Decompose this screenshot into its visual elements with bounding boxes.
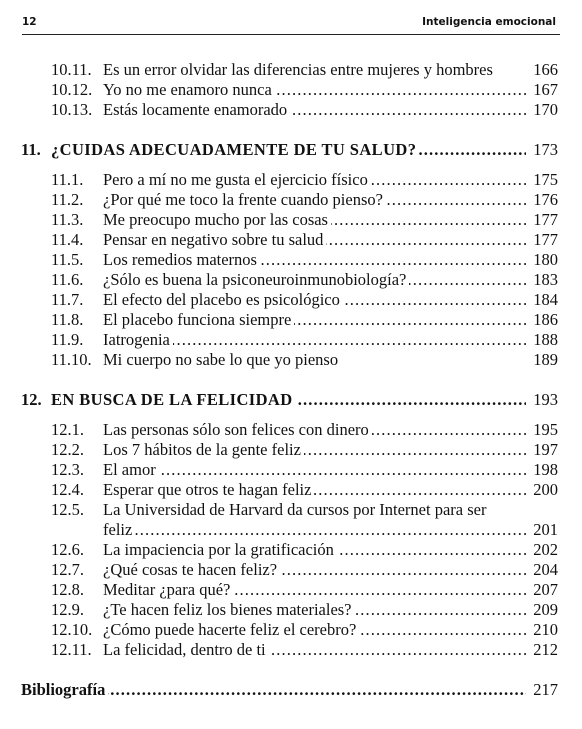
toc-entry (0, 229, 582, 251)
toc-entry (0, 99, 582, 121)
toc-entry (0, 309, 582, 331)
entry-page: 207 (533, 580, 558, 599)
entry-title: La felicidad, dentro de ti . . . (103, 639, 526, 661)
entry-page: 170 (533, 100, 558, 119)
entry-number: 11.9. (51, 330, 84, 349)
entry-number: 11.2. (51, 190, 84, 209)
toc-bibliography (0, 679, 582, 701)
running-header (22, 12, 560, 35)
chapter-title: ¿CUIDAS ADECUADAMENTE DE TU SALUD? . . . (51, 139, 526, 161)
entry-number: 11.8. (51, 310, 84, 329)
entry-number: 12.11. (51, 640, 92, 659)
entry-title: Yo no me enamoro nunca . . . (103, 79, 526, 101)
entry-title: ¿Cómo puede hacerte feliz el cerebro? . . . (103, 619, 526, 641)
entry-number: 11.5. (51, 250, 84, 269)
toc-entry (0, 479, 582, 501)
entry-page: 177 (533, 230, 558, 249)
entry-page: 183 (533, 270, 558, 289)
entry-number: 12.2. (51, 440, 84, 459)
entry-page: 189 (533, 350, 558, 369)
entry-page: 176 (533, 190, 558, 209)
entry-title: ¿Te hacen feliz los bienes materiales? . . . (103, 599, 526, 621)
entry-title: El placebo funciona siempre . . . (103, 309, 526, 331)
entry-page: 209 (533, 600, 558, 619)
entry-title: La impaciencia por la gratificación . . . (103, 539, 526, 561)
entry-title: Pero a mí no me gusta el ejercicio físico . . . (103, 169, 526, 191)
entry-title: El efecto del placebo es psicológico . . . (103, 289, 526, 311)
entry-title: Mi cuerpo no sabe lo que yo pienso (103, 349, 526, 371)
entry-page: 195 (533, 420, 558, 439)
toc-entry (0, 579, 582, 601)
toc-entry (0, 639, 582, 661)
toc-entry (0, 599, 582, 621)
entry-page: 177 (533, 210, 558, 229)
entry-page: 188 (533, 330, 558, 349)
entry-number: 12.1. (51, 420, 84, 439)
entry-title: La Universidad de Harvard da cursos por Internet para ser (103, 499, 526, 521)
entry-page: 184 (533, 290, 558, 309)
toc-entry (0, 289, 582, 311)
entry-number: 12.4. (51, 480, 84, 499)
toc-entry (0, 459, 582, 481)
entry-title: Meditar ¿para qué? . . . (103, 579, 526, 601)
toc-entry (0, 539, 582, 561)
toc-entry (0, 59, 582, 81)
entry-number: 11.3. (51, 210, 84, 229)
entry-number: 10.11. (51, 60, 92, 79)
entry-page: 175 (533, 170, 558, 189)
page-number: 12 (22, 16, 37, 28)
entry-page: 186 (533, 310, 558, 329)
entry-number: 12.8. (51, 580, 84, 599)
toc-entry (0, 209, 582, 231)
chapter-title: EN BUSCA DE LA FELICIDAD . . . (51, 389, 526, 411)
entry-title: Los 7 hábitos de la gente feliz . . . (103, 439, 526, 461)
entry-page: 210 (533, 620, 558, 639)
entry-number: 12.9. (51, 600, 84, 619)
entry-title: ¿Por qué me toco la frente cuando pienso? . . . (103, 189, 526, 211)
entry-page: 204 (533, 560, 558, 579)
entry-title: ¿Sólo es buena la psiconeuroinmunobiología? . . . (103, 269, 526, 291)
entry-number: 11.7. (51, 290, 84, 309)
entry-title: Los remedios maternos . . . (103, 249, 526, 271)
entry-number: 11.6. (51, 270, 84, 289)
toc-entry (0, 169, 582, 191)
entry-page: 197 (533, 440, 558, 459)
toc-chapter (0, 139, 582, 161)
entry-title: Estás locamente enamorado . . . (103, 99, 526, 121)
entry-page: 200 (533, 480, 558, 499)
toc-entry (0, 269, 582, 291)
entry-title: Es un error olvidar las diferencias entre mujeres y hombres (103, 59, 526, 81)
entry-number: 10.12. (51, 80, 93, 99)
toc-entry (0, 559, 582, 581)
bibliography-title: Bibliografía . . . (21, 679, 526, 701)
chapter-number: 11. (21, 140, 41, 159)
toc-entry (0, 329, 582, 351)
toc-chapter (0, 389, 582, 411)
bibliography-page: 217 (533, 680, 558, 699)
entry-page: 166 (533, 60, 558, 79)
entry-page: 201 (533, 520, 558, 539)
chapter-number: 12. (21, 390, 42, 409)
chapter-page: 173 (533, 140, 558, 159)
entry-number: 12.3. (51, 460, 84, 479)
running-title: Inteligencia emocional (422, 16, 556, 28)
chapter-page: 193 (533, 390, 558, 409)
toc-entry (0, 439, 582, 461)
entry-number: 11.1. (51, 170, 84, 189)
entry-page: 167 (533, 80, 558, 99)
toc-entry (0, 499, 582, 521)
toc-entry (0, 419, 582, 441)
entry-page: 180 (533, 250, 558, 269)
entry-title: Las personas sólo son felices con dinero . . . (103, 419, 526, 441)
entry-number: 12.6. (51, 540, 84, 559)
entry-title-continued: feliz . . . (103, 519, 526, 541)
entry-title: Esperar que otros te hagan feliz . . . (103, 479, 526, 501)
entry-number: 10.13. (51, 100, 93, 119)
entry-number: 11.10. (51, 350, 92, 369)
entry-title: ¿Qué cosas te hacen feliz? . . . (103, 559, 526, 581)
entry-page: 198 (533, 460, 558, 479)
entry-page: 202 (533, 540, 558, 559)
entry-number: 12.10. (51, 620, 93, 639)
toc-entry (0, 79, 582, 101)
entry-title: Pensar en negativo sobre tu salud . . . (103, 229, 526, 251)
entry-title: Iatrogenia . . . (103, 329, 526, 351)
entry-title: El amor . . . (103, 459, 526, 481)
entry-title: Me preocupo mucho por las cosas . . . (103, 209, 526, 231)
entry-number: 11.4. (51, 230, 84, 249)
entry-number: 12.7. (51, 560, 84, 579)
toc-entry (0, 349, 582, 371)
entry-number: 12.5. (51, 500, 84, 519)
toc-entry (0, 189, 582, 211)
entry-page: 212 (533, 640, 558, 659)
toc-entry (0, 619, 582, 641)
toc-entry-continuation (0, 519, 582, 541)
toc-entry (0, 249, 582, 271)
